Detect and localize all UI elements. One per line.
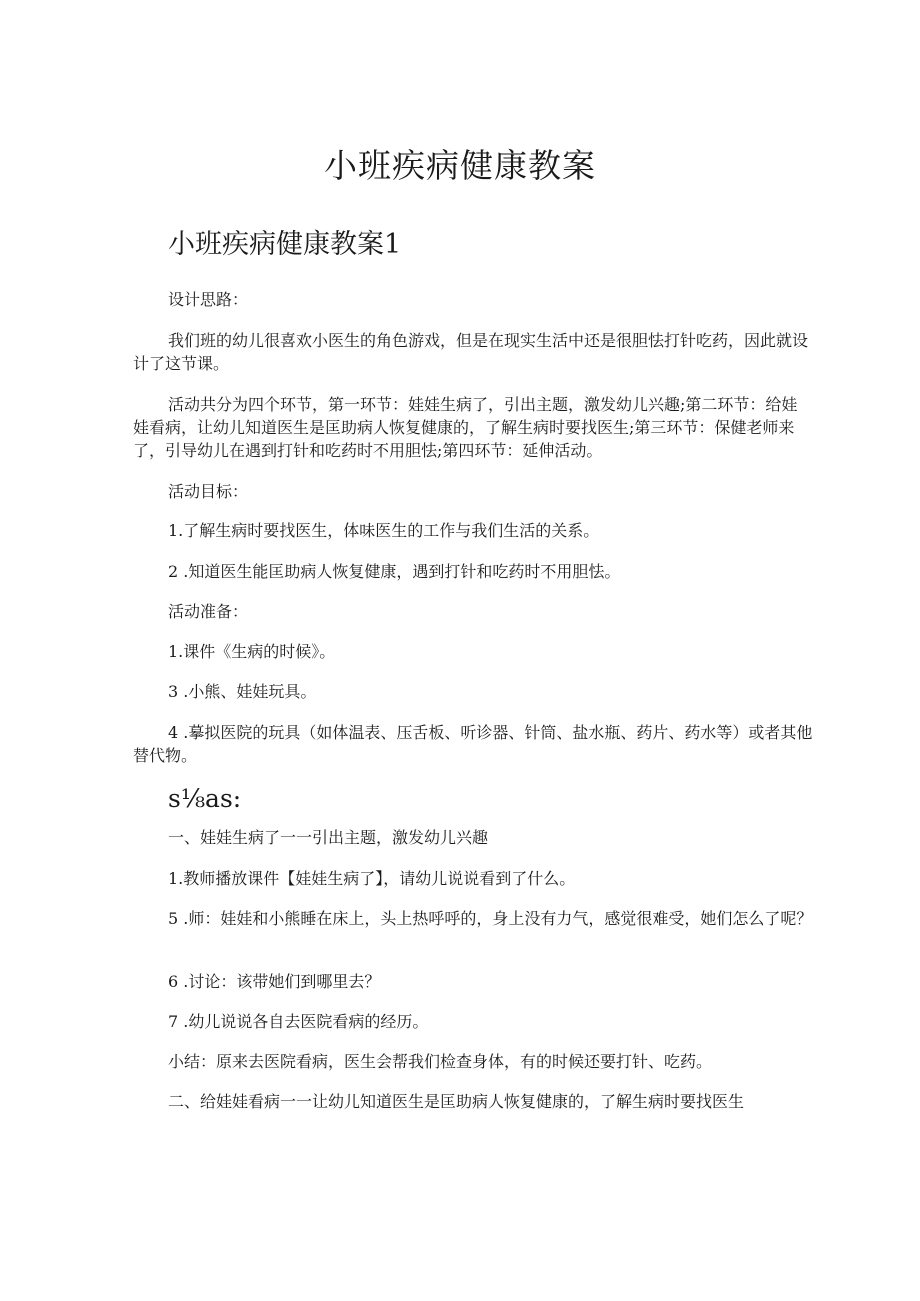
paragraph-step-5: 5 .师：娃娃和小熊睡在床上，头上热呼呼的，身上没有力气，感觉很难受，她们怎么了呢？	[168, 909, 813, 928]
paragraph-part-two-heading: 二、给娃娃看病一一让幼儿知道医生是匡助病人恢复健康的，了解生病时要找医生	[168, 1092, 745, 1111]
paragraph-preparation-3: 3 .小熊、娃娃玩具。	[168, 682, 317, 701]
paragraph-design-idea-heading: 设计思路：	[168, 290, 249, 309]
paragraph-summary: 小结：原来去医院看病，医生会帮我们检查身体，有的时候还要打针、吃药。	[168, 1052, 713, 1071]
process-heading: s⅛as:	[168, 784, 242, 813]
paragraph-preparation-heading: 活动准备：	[168, 602, 249, 621]
paragraph-preparation-1: 1.课件《生病的时候》。	[168, 642, 336, 661]
paragraph-goals-heading: 活动目标：	[168, 482, 249, 501]
section-title: 小班疾病健康教案1	[168, 229, 402, 260]
paragraph-step-7: 7 .幼儿说说各自去医院看病的经历。	[168, 1012, 429, 1031]
paragraph-step-1: 1.教师播放课件【娃娃生病了】，请幼儿说说看到了什么。	[168, 869, 576, 888]
document-title: 小班疾病健康教案	[324, 146, 596, 185]
paragraph-step-6: 6 .讨论：该带她们到哪里去？	[168, 972, 381, 991]
paragraph-activity-structure: 活动共分为四个环节，第一环节：娃娃生病了，引出主题，激发幼儿兴趣;第二环节：给娃娃看病，让幼儿知道医生是匡助病人恢复健康的，了解生病时要找医生;第三环节：保健老师来了，引导幼儿在遇到打针和吃药时不用胆怯;第四环节：延伸活动。	[133, 395, 798, 460]
paragraph-preparation-4: 4 .摹拟医院的玩具（如体温表、压舌板、听诊器、针筒、盐水瓶、药片、药水等）或者其他替代物。	[133, 723, 813, 765]
paragraph-goal-1: 1.了解生病时要找医生，体味医生的工作与我们生活的关系。	[168, 521, 600, 540]
paragraph-goal-2: 2 .知道医生能匡助病人恢复健康，遇到打针和吃药时不用胆怯。	[168, 562, 621, 581]
paragraph-design-idea: 我们班的幼儿很喜欢小医生的角色游戏，但是在现实生活中还是很胆怯打针吃药，因此就设计了这节课。	[133, 331, 809, 373]
paragraph-part-one-heading: 一、娃娃生病了一一引出主题，激发幼儿兴趣	[168, 828, 489, 847]
